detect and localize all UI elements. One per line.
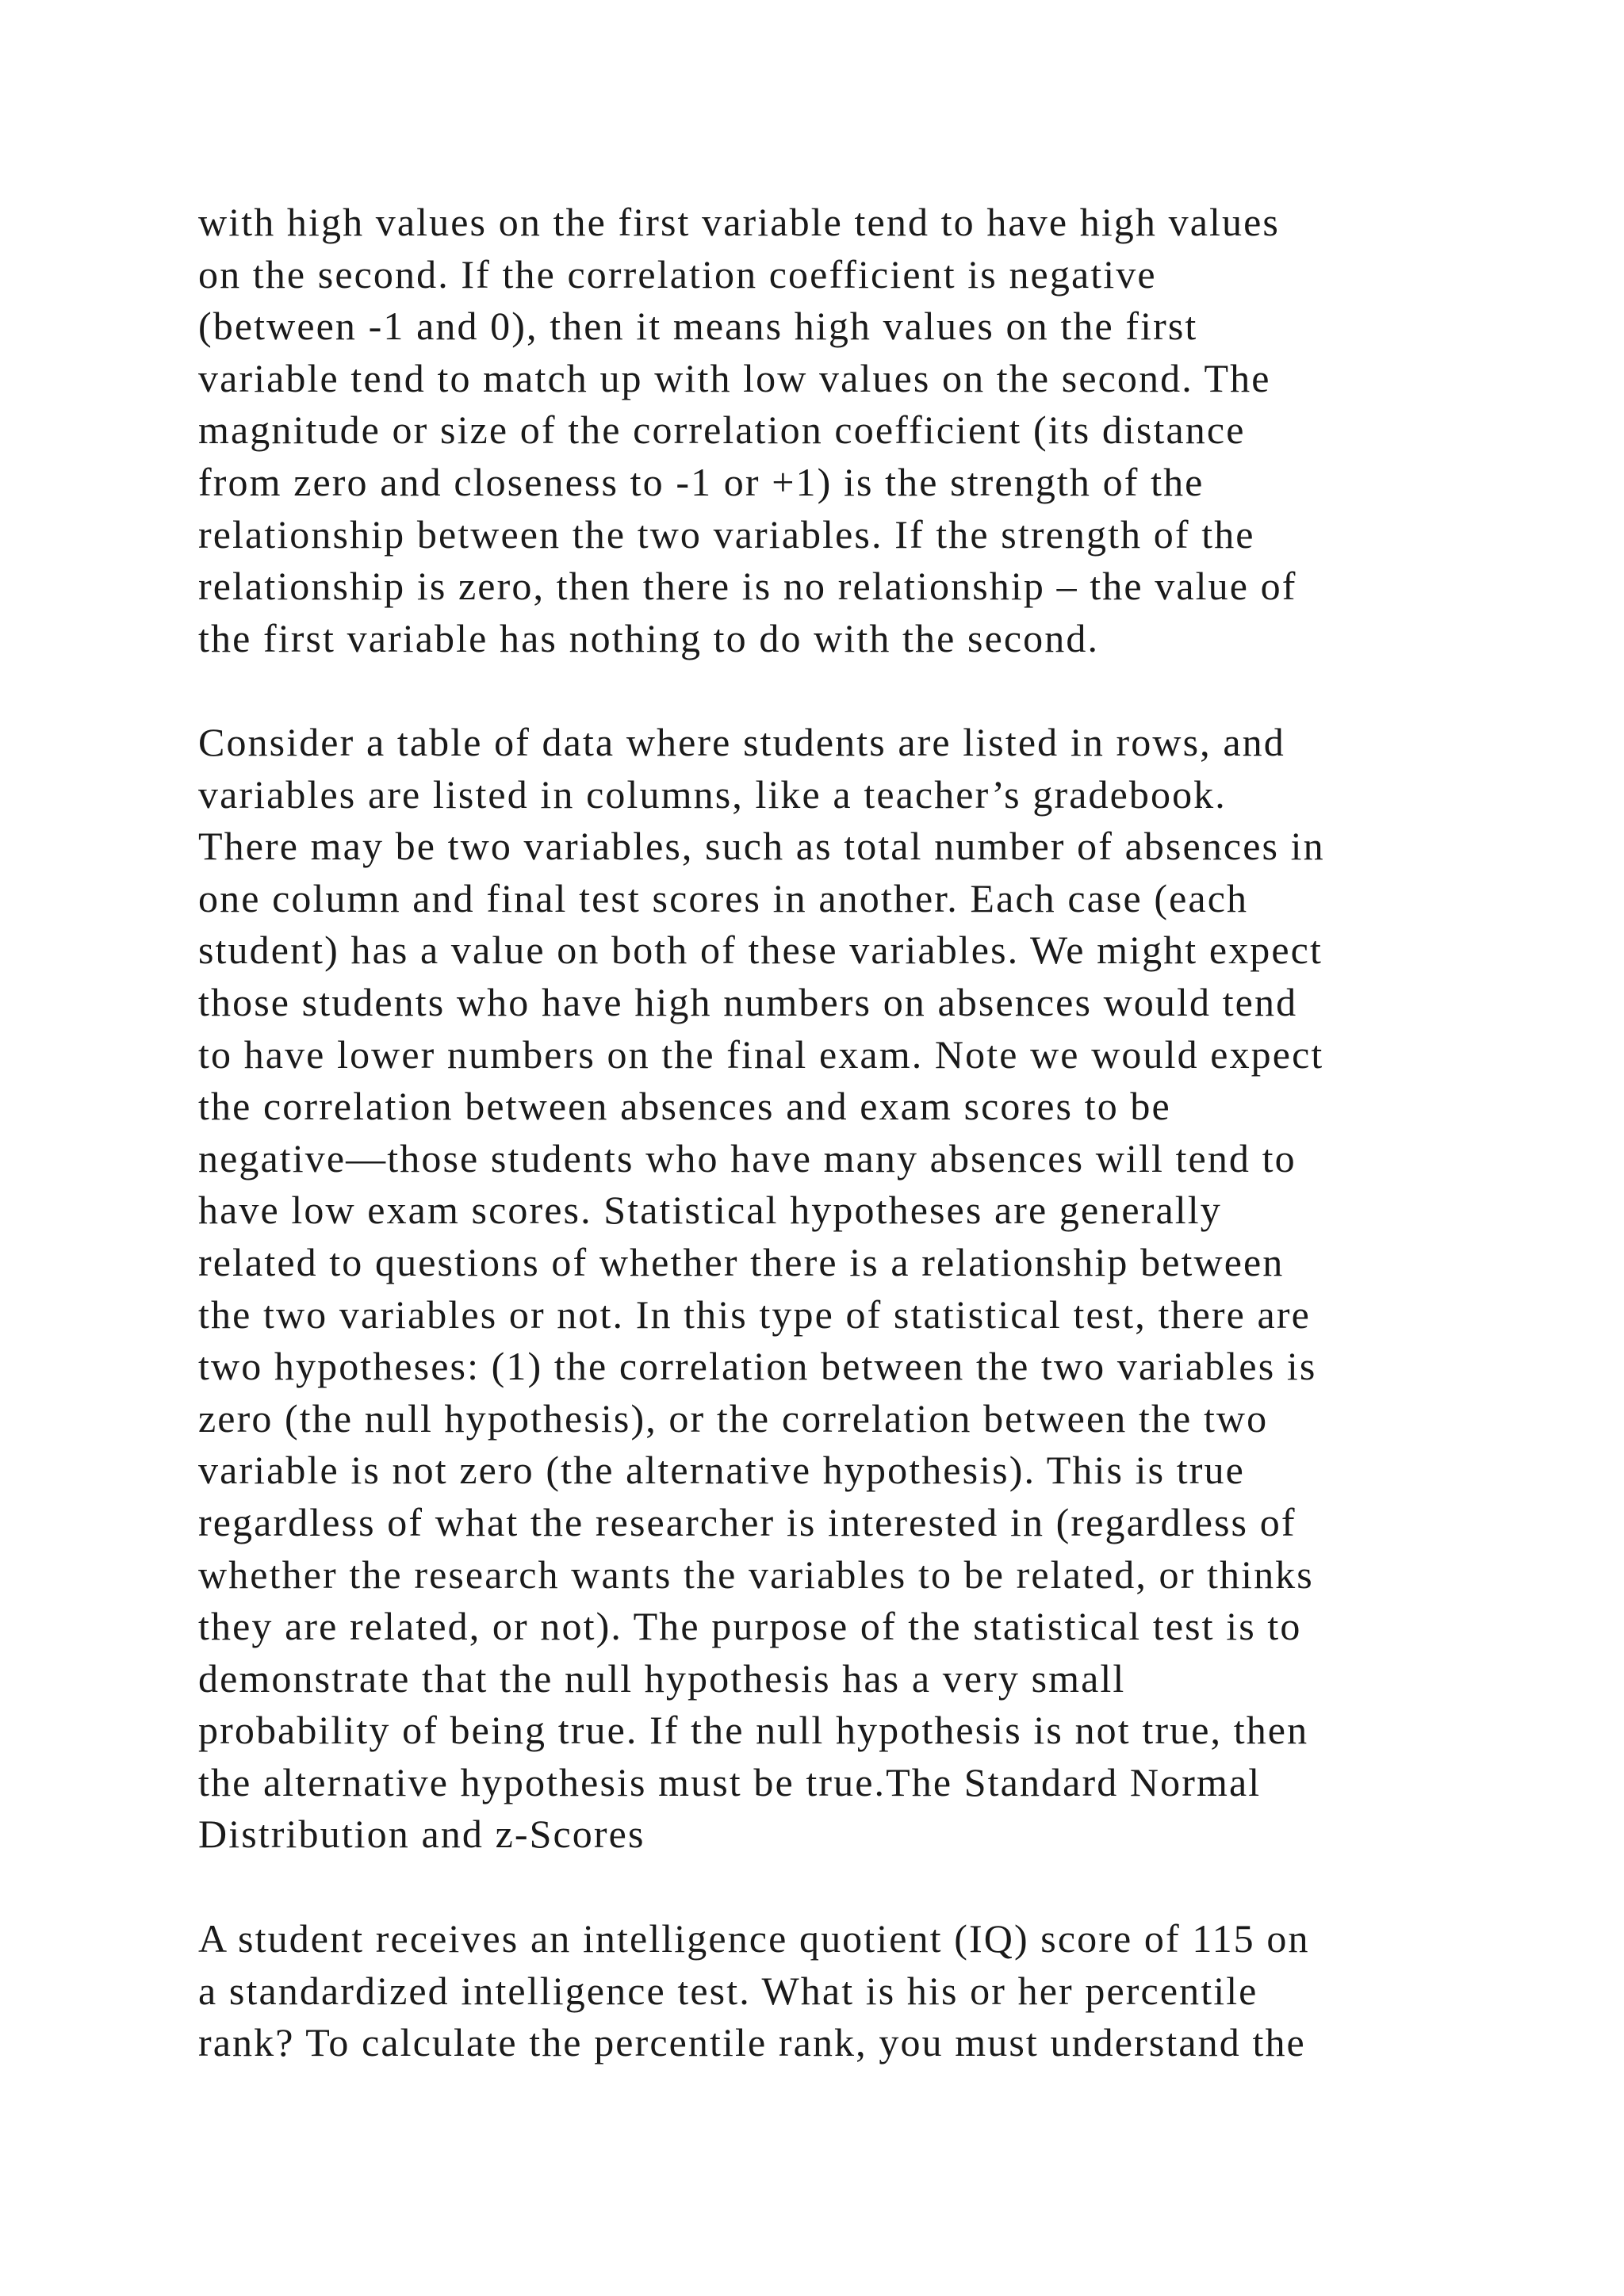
text-line: (between -1 and 0), then it means high values on the first (198, 304, 1198, 349)
text-line: A student receives an intelligence quotient (IQ) score of 115 on (198, 1916, 1310, 1961)
text-line: the first variable has nothing to do with the second. (198, 615, 1100, 660)
text-line: the two variables or not. In this type of statistical test, there are (198, 1292, 1311, 1337)
text-line: the alternative hypothesis must be true.The Standard Normal (198, 1759, 1262, 1804)
text-line: on the second. If the correlation coefficient is negative (198, 251, 1157, 297)
text-line: they are related, or not). The purpose of the statistical test is to (198, 1604, 1302, 1649)
text-line: variable tend to match up with low values on the second. The (198, 355, 1271, 400)
text-line: related to questions of whether there is a relationship between (198, 1239, 1285, 1284)
text-line: variable is not zero (the alternative hypothesis). This is true (198, 1448, 1245, 1493)
paragraph-correlation-coefficient (198, 197, 1467, 664)
text-line: with high values on the first variable tend to have high values (198, 200, 1280, 244)
paragraph-gradebook-example (198, 717, 1467, 1861)
text-line: zero (the null hypothesis), or the correlation between the two (198, 1395, 1269, 1441)
text-line: Consider a table of data where students are listed in rows, and (198, 720, 1285, 764)
text-line: one column and final test scores in another. Each case (each (198, 875, 1249, 920)
text-line: magnitude or size of the correlation coefficient (its distance (198, 408, 1246, 453)
text-line: relationship between the two variables. If the strength of the (198, 511, 1255, 557)
text-line: probability of being true. If the null hypothesis is not true, then (198, 1708, 1309, 1753)
text-line: regardless of what the researcher is interested in (regardless of (198, 1499, 1297, 1544)
text-line: There may be two variables, such as total number of absences in (198, 824, 1325, 869)
text-line: have low exam scores. Statistical hypotheses are generally (198, 1188, 1222, 1233)
paragraph-iq-percentile (198, 1913, 1467, 2069)
text-line: variables are listed in columns, like a teacher’s gradebook. (198, 771, 1227, 817)
text-line: two hypotheses: (1) the correlation between the two variables is (198, 1344, 1317, 1389)
text-line: whether the research wants the variables to be related, or thinks (198, 1552, 1314, 1597)
text-line: those students who have high numbers on absences would tend (198, 979, 1298, 1024)
text-line: Distribution and z-Scores (198, 1812, 645, 1857)
text-line: from zero and closeness to -1 or +1) is the strength of the (198, 459, 1205, 504)
text-line: relationship is zero, then there is no relationship – the value of (198, 564, 1297, 609)
text-line: a standardized intelligence test. What is his or her percentile (198, 1968, 1258, 2013)
text-line: demonstrate that the null hypothesis has a very small (198, 1655, 1126, 1701)
text-line: negative—those students who have many absences will tend to (198, 1135, 1297, 1181)
text-line: rank? To calculate the percentile rank, you must understand the (198, 2020, 1306, 2065)
text-line: the correlation between absences and exam scores to be (198, 1084, 1171, 1129)
text-line: student) has a value on both of these variables. We might expect (198, 928, 1323, 973)
text-line: to have lower numbers on the final exam. Note we would expect (198, 1031, 1324, 1077)
